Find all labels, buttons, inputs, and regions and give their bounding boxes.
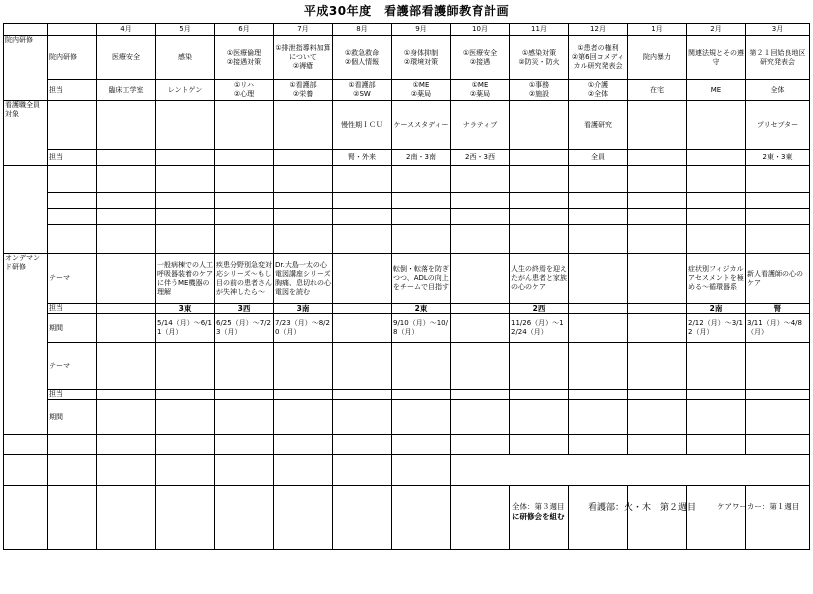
zenin-tanto-2 bbox=[156, 150, 215, 166]
blank-3 bbox=[215, 209, 274, 225]
footer-cell-10 bbox=[628, 435, 687, 455]
od-kikan-5 bbox=[333, 314, 392, 343]
zenin-topic-11 bbox=[687, 101, 746, 150]
blank-row bbox=[4, 166, 810, 193]
row-label-kikan: 期間 bbox=[48, 400, 97, 435]
month-header-2: 5月 bbox=[156, 24, 215, 36]
innai-tanto-7: ①ME ②薬局 bbox=[451, 80, 510, 101]
blank-4 bbox=[274, 209, 333, 225]
od2-kikan-4 bbox=[274, 400, 333, 435]
innai-topic-1: 医療安全 bbox=[97, 36, 156, 80]
footer-cell-12 bbox=[746, 435, 810, 455]
innai-tanto-8: ①事務 ②施設 bbox=[510, 80, 569, 101]
row-label-innai: 院内研修 bbox=[48, 36, 97, 80]
od2-kikan-row bbox=[4, 400, 810, 435]
blank-12 bbox=[746, 193, 810, 209]
od2-tanto-5 bbox=[333, 390, 392, 400]
last-cell-6 bbox=[392, 486, 451, 550]
notes-cell-3 bbox=[215, 455, 274, 486]
month-header-3: 6月 bbox=[215, 24, 274, 36]
zenin-topic-10 bbox=[628, 101, 687, 150]
zenin-topic-3 bbox=[215, 101, 274, 150]
innai-tanto-4: ①看護部 ②栄養 bbox=[274, 80, 333, 101]
last-cell-9 bbox=[569, 486, 628, 550]
od-tanto-7 bbox=[451, 304, 510, 314]
blank-3 bbox=[215, 193, 274, 209]
od2-tanto-2 bbox=[156, 390, 215, 400]
innai-tanto-6: ①ME ②薬局 bbox=[392, 80, 451, 101]
blank-8 bbox=[510, 166, 569, 193]
last-section-cell bbox=[4, 486, 48, 550]
blank-8 bbox=[510, 225, 569, 254]
od-tanto-8: 2西 bbox=[510, 304, 569, 314]
od2-theme-9 bbox=[569, 343, 628, 390]
zenin-topic-row bbox=[4, 101, 810, 150]
od-tanto-4: 3南 bbox=[274, 304, 333, 314]
od-theme-1 bbox=[97, 254, 156, 304]
zenin-topic-5: 慢性期ＩＣＵ bbox=[333, 101, 392, 150]
od-kikan-3: 6/25（月）～7/23（月） bbox=[215, 314, 274, 343]
od-theme-6: 転倒・転落を防ぎつつ、ADLの向上をチームで目指す bbox=[392, 254, 451, 304]
od-kikan-2: 5/14（月）～6/11（月） bbox=[156, 314, 215, 343]
blank-label-cell bbox=[48, 166, 97, 193]
od2-kikan-10 bbox=[628, 400, 687, 435]
blank-label-cell bbox=[48, 225, 97, 254]
zenin-topic-9: 看護研究 bbox=[569, 101, 628, 150]
row-label-theme: テーマ bbox=[48, 343, 97, 390]
footer-label-cell bbox=[48, 435, 97, 455]
footer-cell-1 bbox=[97, 435, 156, 455]
od2-kikan-9 bbox=[569, 400, 628, 435]
zenin-tanto-1 bbox=[97, 150, 156, 166]
zenin-topic-1 bbox=[97, 101, 156, 150]
blank-1 bbox=[97, 209, 156, 225]
od-kikan-9 bbox=[569, 314, 628, 343]
row-label-tanto: 担当 bbox=[48, 390, 97, 400]
zenin-tanto-11 bbox=[687, 150, 746, 166]
blank-4 bbox=[274, 166, 333, 193]
od2-tanto-12 bbox=[746, 390, 810, 400]
notes-row bbox=[4, 455, 810, 486]
innai-tanto-12: 全体 bbox=[746, 80, 810, 101]
od-tanto-5 bbox=[333, 304, 392, 314]
last-cell-5 bbox=[333, 486, 392, 550]
od-tanto-3: 3西 bbox=[215, 304, 274, 314]
od-kikan-10 bbox=[628, 314, 687, 343]
corner-cell bbox=[4, 24, 48, 36]
zenin-tanto-7: 2西・3西 bbox=[451, 150, 510, 166]
footer-cell-3 bbox=[215, 435, 274, 455]
innai-topic-4: ①排泄指導料加算について ②褥瘡 bbox=[274, 36, 333, 80]
blank-5 bbox=[333, 193, 392, 209]
month-header-6: 9月 bbox=[392, 24, 451, 36]
footer-cell-5 bbox=[333, 435, 392, 455]
innai-topic-11: 関連法規とその遵守 bbox=[687, 36, 746, 80]
zenin-tanto-6: 2南・3南 bbox=[392, 150, 451, 166]
zenin-tanto-row bbox=[4, 150, 810, 166]
footer-cell-7 bbox=[451, 435, 510, 455]
blank-2 bbox=[156, 193, 215, 209]
od-theme-3: 疾患分野別急変対応シリーズ～もし目の前の患者さんが失神したら～ bbox=[215, 254, 274, 304]
od-tanto-2: 3東 bbox=[156, 304, 215, 314]
notes-cell-5 bbox=[333, 455, 392, 486]
blank-4 bbox=[274, 193, 333, 209]
innai-topic-2: 感染 bbox=[156, 36, 215, 80]
od-tanto-10 bbox=[628, 304, 687, 314]
month-header-7: 10月 bbox=[451, 24, 510, 36]
od2-tanto-8 bbox=[510, 390, 569, 400]
od2-tanto-row bbox=[4, 390, 810, 400]
blank-11 bbox=[687, 166, 746, 193]
notes-cell-1 bbox=[97, 455, 156, 486]
blank-10 bbox=[628, 209, 687, 225]
od2-theme-8 bbox=[510, 343, 569, 390]
note-kango: 看護部：火・木 第２週目 bbox=[588, 503, 697, 513]
section-label-ondemand: オンデマンド研修 bbox=[4, 254, 48, 435]
footer-row bbox=[4, 435, 810, 455]
education-plan-table bbox=[3, 23, 810, 550]
last-label-cell bbox=[48, 486, 97, 550]
od-tanto-6: 2東 bbox=[392, 304, 451, 314]
zenin-tanto-9: 全員 bbox=[569, 150, 628, 166]
last-row bbox=[4, 486, 810, 550]
od-theme-11: 症状別フィジカルアセスメントを極める～循環器系 bbox=[687, 254, 746, 304]
zenin-topic-2 bbox=[156, 101, 215, 150]
notes-cell-4 bbox=[274, 455, 333, 486]
zenin-tanto-8 bbox=[510, 150, 569, 166]
innai-tanto-row bbox=[4, 80, 810, 101]
od-theme-8: 人生の終焉を迎えたがん患者と家族の心のケア bbox=[510, 254, 569, 304]
zenin-topic-7: ナラティブ bbox=[451, 101, 510, 150]
blank-2 bbox=[156, 225, 215, 254]
last-cell-3 bbox=[215, 486, 274, 550]
innai-tanto-5: ①看護部 ②SW bbox=[333, 80, 392, 101]
blank-1 bbox=[97, 193, 156, 209]
blank-10 bbox=[628, 193, 687, 209]
footer-cell-9 bbox=[569, 435, 628, 455]
last-cell-12 bbox=[746, 486, 810, 550]
od-theme-9 bbox=[569, 254, 628, 304]
innai-topic-3: ①医療倫理 ②接遇対策 bbox=[215, 36, 274, 80]
od2-kikan-12 bbox=[746, 400, 810, 435]
notes-cell-2 bbox=[156, 455, 215, 486]
blank-10 bbox=[628, 225, 687, 254]
od-tanto-row bbox=[4, 304, 810, 314]
blank-1 bbox=[97, 225, 156, 254]
od2-theme-7 bbox=[451, 343, 510, 390]
month-header-10: 1月 bbox=[628, 24, 687, 36]
section-label-zenin: 看護職全員対象 bbox=[4, 101, 48, 166]
blank-row bbox=[4, 209, 810, 225]
od2-kikan-11 bbox=[687, 400, 746, 435]
blank-8 bbox=[510, 209, 569, 225]
od2-tanto-7 bbox=[451, 390, 510, 400]
month-header-11: 2月 bbox=[687, 24, 746, 36]
section-label-innai: 院内研修 bbox=[4, 36, 48, 101]
row-label-theme: テーマ bbox=[48, 254, 97, 304]
od2-tanto-4 bbox=[274, 390, 333, 400]
blank-12 bbox=[746, 225, 810, 254]
od2-tanto-3 bbox=[215, 390, 274, 400]
blank-1 bbox=[97, 166, 156, 193]
innai-topic-5: ①救急救命 ②個人情報 bbox=[333, 36, 392, 80]
month-header-12: 3月 bbox=[746, 24, 810, 36]
od2-kikan-3 bbox=[215, 400, 274, 435]
blank-section-cell bbox=[4, 166, 48, 254]
month-header-8: 11月 bbox=[510, 24, 569, 36]
od-kikan-7 bbox=[451, 314, 510, 343]
od2-theme-1 bbox=[97, 343, 156, 390]
notes-label-cell bbox=[48, 455, 97, 486]
blank-6 bbox=[392, 209, 451, 225]
od2-theme-12 bbox=[746, 343, 810, 390]
innai-tanto-10: 在宅 bbox=[628, 80, 687, 101]
od-kikan-6: 9/10（月）～10/8（月） bbox=[392, 314, 451, 343]
od-theme-4: Dr.大島一太の心電図講座シリーズ 胸痛、息切れの心電図を読む bbox=[274, 254, 333, 304]
row-label-blank bbox=[48, 101, 97, 150]
notes-span-cell bbox=[451, 455, 810, 486]
od-tanto-11: 2南 bbox=[687, 304, 746, 314]
od2-theme-11 bbox=[687, 343, 746, 390]
od-theme-row bbox=[4, 254, 810, 304]
blank-9 bbox=[569, 225, 628, 254]
od-kikan-1 bbox=[97, 314, 156, 343]
od2-kikan-5 bbox=[333, 400, 392, 435]
blank-2 bbox=[156, 209, 215, 225]
od-tanto-12: 腎 bbox=[746, 304, 810, 314]
od2-kikan-2 bbox=[156, 400, 215, 435]
last-cell-2 bbox=[156, 486, 215, 550]
od-tanto-1 bbox=[97, 304, 156, 314]
footer-cell-8 bbox=[510, 435, 569, 455]
blank-6 bbox=[392, 225, 451, 254]
last-cell-10 bbox=[628, 486, 687, 550]
month-header-row bbox=[4, 24, 810, 36]
od2-tanto-9 bbox=[569, 390, 628, 400]
od2-theme-2 bbox=[156, 343, 215, 390]
od-tanto-9 bbox=[569, 304, 628, 314]
footer-cell-11 bbox=[687, 435, 746, 455]
page-title: 平成30年度 看護部看護師教育計画 bbox=[303, 4, 510, 18]
od-kikan-row bbox=[4, 314, 810, 343]
month-header-5: 8月 bbox=[333, 24, 392, 36]
zenin-topic-12: プリセプター bbox=[746, 101, 810, 150]
last-cell-11 bbox=[687, 486, 746, 550]
blank-7 bbox=[451, 193, 510, 209]
row-label-kikan: 期間 bbox=[48, 314, 97, 343]
od-theme-5 bbox=[333, 254, 392, 304]
od2-tanto-10 bbox=[628, 390, 687, 400]
innai-tanto-9: ①介護 ②全体 bbox=[569, 80, 628, 101]
od-theme-2: 一般病棟での人工呼吸器装着のケアに伴うME機器の理解 bbox=[156, 254, 215, 304]
blank-11 bbox=[687, 193, 746, 209]
od2-tanto-6 bbox=[392, 390, 451, 400]
blank-9 bbox=[569, 166, 628, 193]
od2-theme-6 bbox=[392, 343, 451, 390]
row-label-tanto: 担当 bbox=[48, 304, 97, 314]
zenin-topic-8 bbox=[510, 101, 569, 150]
row-label-tanto: 担当 bbox=[48, 80, 97, 101]
od2-theme-3 bbox=[215, 343, 274, 390]
zenin-tanto-4 bbox=[274, 150, 333, 166]
blank-12 bbox=[746, 209, 810, 225]
blank-5 bbox=[333, 209, 392, 225]
notes-cell-6 bbox=[392, 455, 451, 486]
blank-3 bbox=[215, 166, 274, 193]
od2-theme-4 bbox=[274, 343, 333, 390]
od-kikan-11: 2/12（月）～3/12（月） bbox=[687, 314, 746, 343]
od-kikan-4: 7/23（月）～8/20（月） bbox=[274, 314, 333, 343]
blank-3 bbox=[215, 225, 274, 254]
note-zentai: 全体：第３週目 bbox=[512, 502, 565, 511]
blank-12 bbox=[746, 166, 810, 193]
blank-10 bbox=[628, 166, 687, 193]
innai-tanto-11: ME bbox=[687, 80, 746, 101]
od-theme-10 bbox=[628, 254, 687, 304]
zenin-tanto-5: 腎・外来 bbox=[333, 150, 392, 166]
blank-5 bbox=[333, 166, 392, 193]
zenin-topic-4 bbox=[274, 101, 333, 150]
innai-topic-9: ①患者の権利 ②第6回コメディカル研究発表会 bbox=[569, 36, 628, 80]
note-care: ケアワーカー：第１週目 bbox=[717, 502, 800, 511]
od2-theme-10 bbox=[628, 343, 687, 390]
innai-topic-12: 第２１回姶良地区研究発表会 bbox=[746, 36, 810, 80]
blank-row bbox=[4, 193, 810, 209]
od2-kikan-7 bbox=[451, 400, 510, 435]
blank-9 bbox=[569, 209, 628, 225]
blank-4 bbox=[274, 225, 333, 254]
row-label-tanto: 担当 bbox=[48, 150, 97, 166]
footer-cell-6 bbox=[392, 435, 451, 455]
innai-topic-row bbox=[4, 36, 810, 80]
blank-7 bbox=[451, 166, 510, 193]
corner-cell-2 bbox=[48, 24, 97, 36]
od-kikan-12: 3/11（月）～4/8（月） bbox=[746, 314, 810, 343]
blank-9 bbox=[569, 193, 628, 209]
blank-5 bbox=[333, 225, 392, 254]
innai-topic-10: 院内暴力 bbox=[628, 36, 687, 80]
blank-2 bbox=[156, 166, 215, 193]
od2-kikan-1 bbox=[97, 400, 156, 435]
last-cell-1 bbox=[97, 486, 156, 550]
od2-tanto-11 bbox=[687, 390, 746, 400]
blank-7 bbox=[451, 209, 510, 225]
blank-6 bbox=[392, 193, 451, 209]
blank-6 bbox=[392, 166, 451, 193]
month-header-9: 12月 bbox=[569, 24, 628, 36]
blank-label-cell bbox=[48, 209, 97, 225]
footer-section-cell bbox=[4, 435, 48, 455]
innai-topic-6: ①身体抑制 ②環境対策 bbox=[392, 36, 451, 80]
blank-7 bbox=[451, 225, 510, 254]
last-cell-7 bbox=[451, 486, 510, 550]
od2-theme-row bbox=[4, 343, 810, 390]
od-kikan-8: 11/26（月）～12/24（月） bbox=[510, 314, 569, 343]
od-theme-7 bbox=[451, 254, 510, 304]
blank-8 bbox=[510, 193, 569, 209]
zenin-tanto-10 bbox=[628, 150, 687, 166]
innai-tanto-1: 臨床工学室 bbox=[97, 80, 156, 101]
zenin-topic-6: ケーススタディー bbox=[392, 101, 451, 150]
month-header-1: 4月 bbox=[97, 24, 156, 36]
od-theme-12: 新人看護師の心のケア bbox=[746, 254, 810, 304]
od2-kikan-6 bbox=[392, 400, 451, 435]
innai-tanto-2: レントゲン bbox=[156, 80, 215, 101]
innai-topic-7: ①医療安全 ②接遇 bbox=[451, 36, 510, 80]
month-header-4: 7月 bbox=[274, 24, 333, 36]
footer-cell-2 bbox=[156, 435, 215, 455]
zenin-tanto-12: 2東・3東 bbox=[746, 150, 810, 166]
od2-tanto-1 bbox=[97, 390, 156, 400]
blank-11 bbox=[687, 225, 746, 254]
note-zentai-2: に研修会を組む bbox=[512, 512, 565, 521]
innai-tanto-3: ①リハ ②心理 bbox=[215, 80, 274, 101]
zenin-tanto-3 bbox=[215, 150, 274, 166]
od2-theme-5 bbox=[333, 343, 392, 390]
od2-kikan-8 bbox=[510, 400, 569, 435]
blank-label-cell bbox=[48, 193, 97, 209]
blank-row bbox=[4, 225, 810, 254]
innai-topic-8: ①感染対策 ②防災・防火 bbox=[510, 36, 569, 80]
blank-11 bbox=[687, 209, 746, 225]
footer-cell-4 bbox=[274, 435, 333, 455]
last-cell-4 bbox=[274, 486, 333, 550]
notes-section-cell bbox=[4, 455, 48, 486]
